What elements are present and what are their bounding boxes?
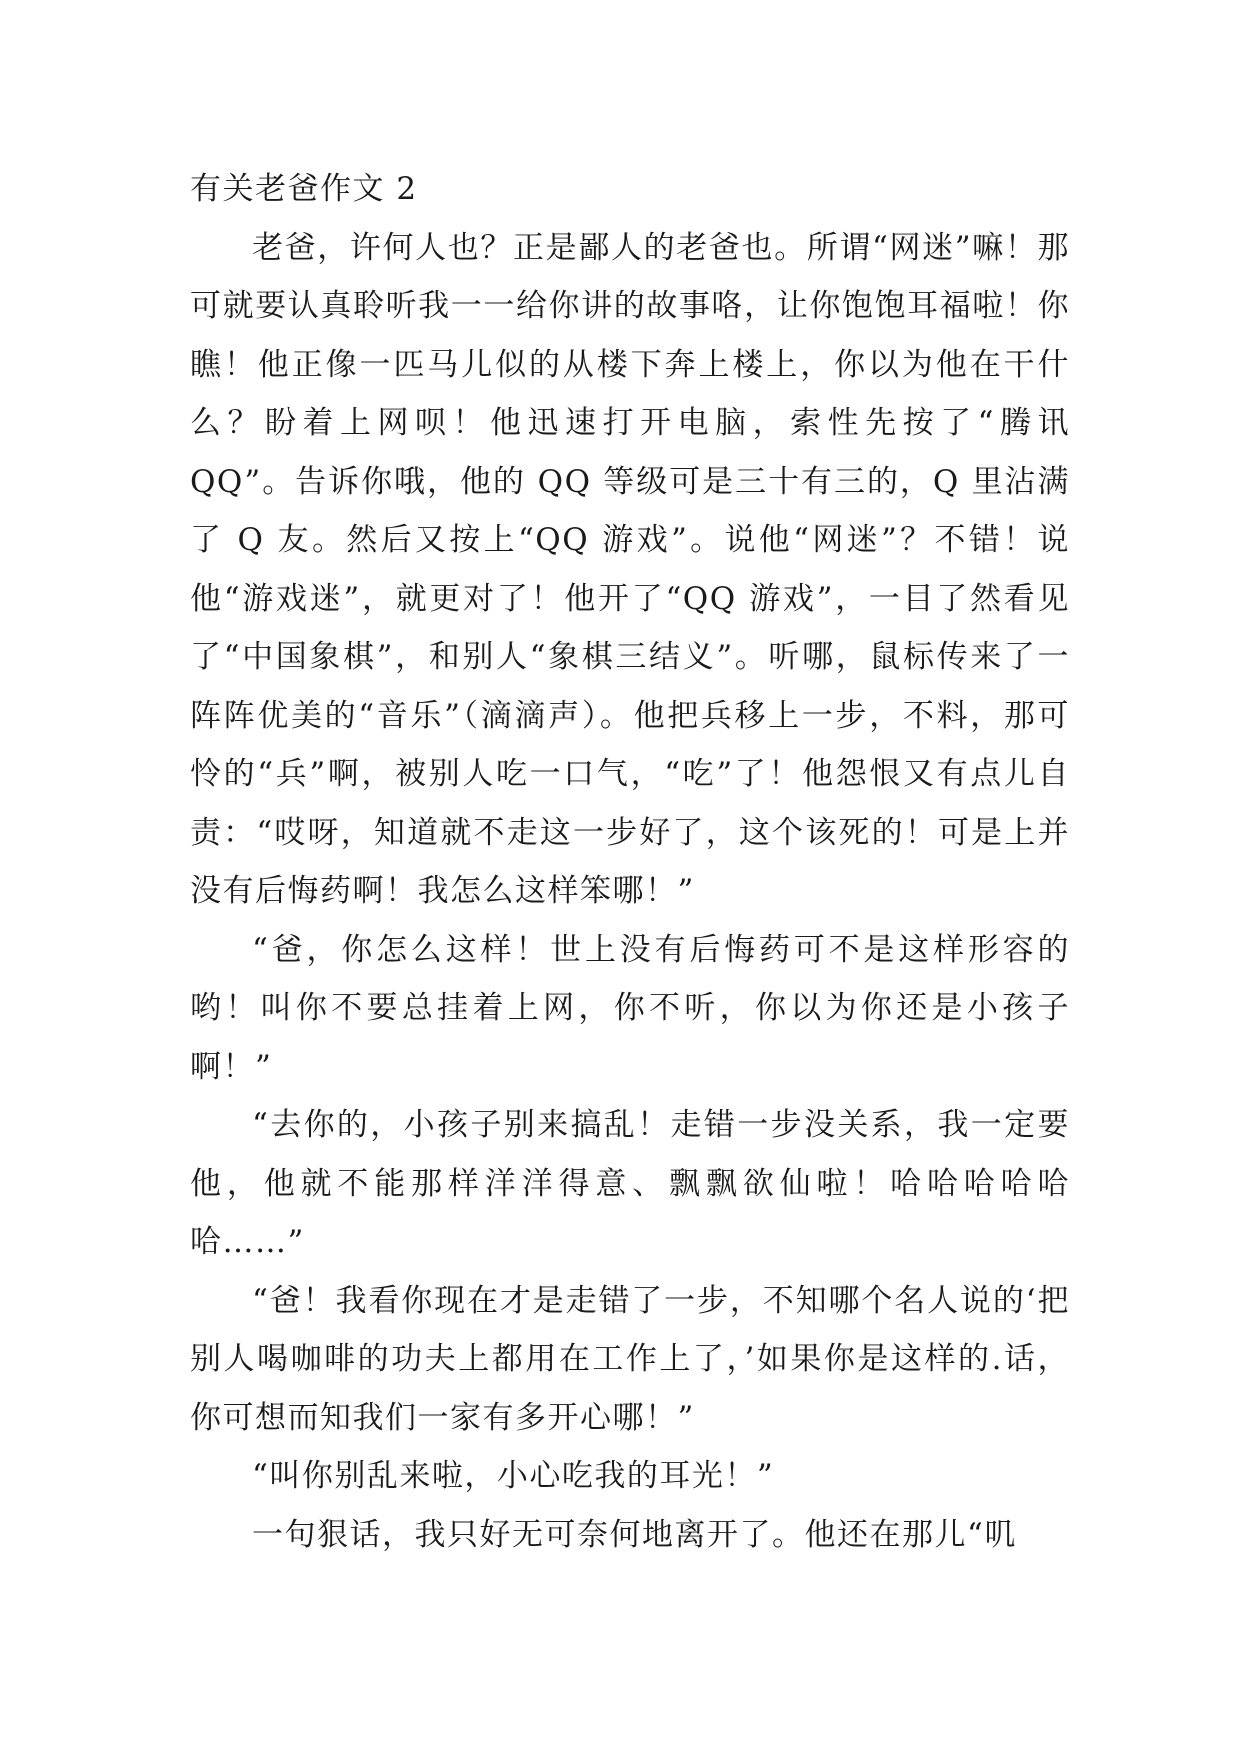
document-body <box>190 160 1070 1564</box>
paragraph-4: “爸！我看你现在才是走错了一步，不知哪个名人说的‘把别人喝咖啡的功夫上都用在工作上了，’如果你是这样的.话，你可想而知我们一家有多开心哪！” <box>190 1282 1070 1436</box>
paragraph-6: 一句狠话，我只好无可奈何地离开了。他还在那儿“叽 <box>252 1516 1017 1553</box>
paragraph-1: 老爸，许何人也？正是鄙人的老爸也。所谓“网迷”嘛！那可就要认真聆听我一一给你讲的故事咯，让你饱饱耳福啦！你瞧！他正像一匹马儿似的从楼下奔上楼上，你以为他在干什么？盼着上网呗！他迅速打开电脑，索性先按了“腾讯 QQ”。告诉你哦，他的 QQ 等级可是三十有三的，Q 里沾满了 Q 友。然后又按上“QQ 游戏”。说他“网迷”？不错！说他“游戏迷”，就更对了！他开了“QQ 游戏”，一目了然看见了“中国象棋”，和别人“象棋三结义”。听哪，鼠标传来了一阵阵优美的“音乐”（滴滴声）。他把兵移上一步，不料，那可怜的“兵”啊，被别人吃一口气，“吃”了！他怨恨又有点儿自责：“哎呀，知道就不走这一步好了，这个该死的！可是上并没有后悔药啊！我怎么这样笨哪！” <box>190 229 1070 909</box>
paragraph-3: “去你的，小孩子别来搞乱！走错一步没关系，我一定要他，他就不能那样洋洋得意、飘飘欲仙啦！哈哈哈哈哈哈……” <box>190 1107 1070 1260</box>
paragraph-5: “叫你别乱来啦，小心吃我的耳光！” <box>252 1458 775 1494</box>
document-title: 有关老爸作文 2 <box>190 171 418 207</box>
paragraph-2: “爸，你怎么这样！世上没有后悔药可不是这样形容的哟！叫你不要总挂着上网，你不听，你以为你还是小孩子啊！” <box>190 931 1070 1085</box>
